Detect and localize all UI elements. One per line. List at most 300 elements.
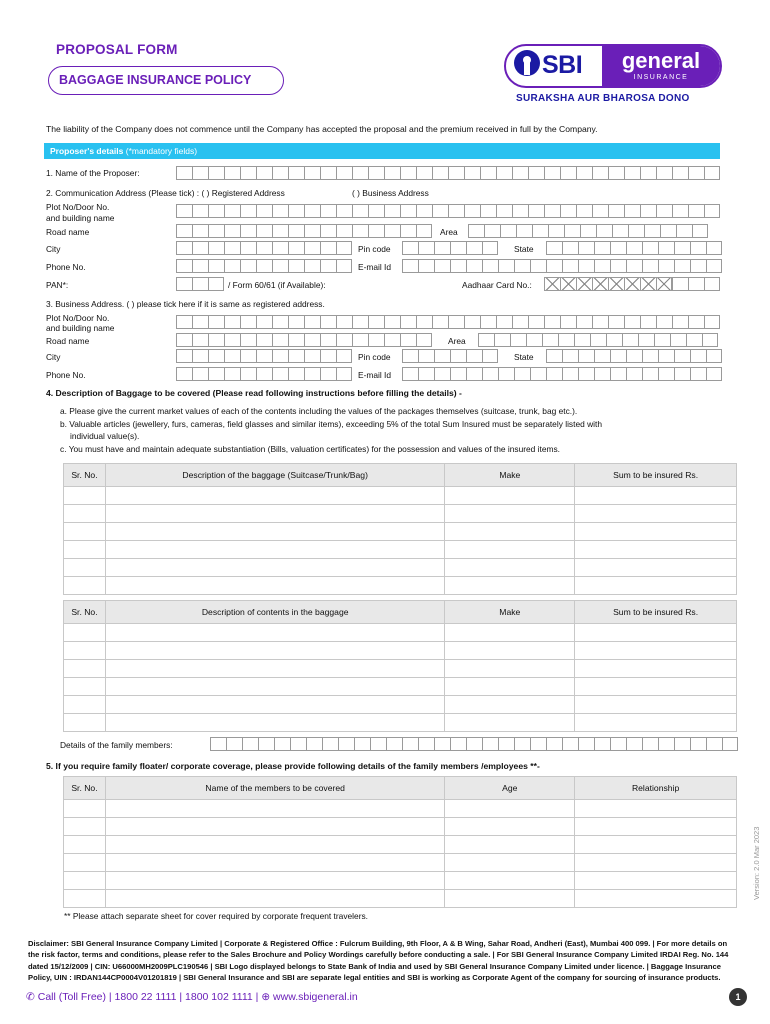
char-box[interactable] <box>272 224 288 238</box>
biz-area-field[interactable] <box>478 333 718 347</box>
business-address-option[interactable]: ( ) Business Address <box>352 188 429 198</box>
table-cell[interactable] <box>445 523 575 541</box>
char-box[interactable] <box>606 333 622 347</box>
char-box[interactable] <box>272 166 288 180</box>
char-box[interactable] <box>272 259 288 273</box>
char-box[interactable] <box>608 166 624 180</box>
table-row[interactable] <box>64 872 737 890</box>
char-box[interactable] <box>368 333 384 347</box>
char-box[interactable] <box>304 204 320 218</box>
char-box[interactable] <box>448 315 464 329</box>
char-box[interactable] <box>576 204 592 218</box>
table-cell[interactable] <box>64 800 106 818</box>
table-cell[interactable] <box>64 872 106 890</box>
char-box[interactable] <box>546 737 562 751</box>
char-box[interactable] <box>496 166 512 180</box>
char-box[interactable] <box>320 204 336 218</box>
table-cell[interactable] <box>575 696 737 714</box>
char-box[interactable] <box>208 333 224 347</box>
char-box[interactable] <box>640 166 656 180</box>
char-box[interactable] <box>626 259 642 273</box>
char-box[interactable] <box>560 315 576 329</box>
char-box[interactable] <box>288 333 304 347</box>
table-cell[interactable] <box>445 678 575 696</box>
char-box[interactable] <box>580 224 596 238</box>
char-box[interactable] <box>578 259 594 273</box>
char-box[interactable] <box>384 166 400 180</box>
table-cell[interactable] <box>575 523 737 541</box>
table-row[interactable] <box>64 505 737 523</box>
char-box[interactable] <box>480 166 496 180</box>
char-box[interactable] <box>272 241 288 255</box>
char-box[interactable] <box>706 367 722 381</box>
char-box[interactable] <box>658 259 674 273</box>
biz-state-field[interactable] <box>546 349 722 363</box>
char-box[interactable] <box>368 315 384 329</box>
char-box[interactable] <box>706 737 722 751</box>
char-box[interactable] <box>432 315 448 329</box>
char-box[interactable] <box>530 259 546 273</box>
char-box[interactable] <box>226 737 242 751</box>
char-box[interactable] <box>368 166 384 180</box>
table-cell[interactable] <box>64 541 106 559</box>
table-cell[interactable] <box>105 872 444 890</box>
char-box[interactable] <box>208 259 224 273</box>
table-cell[interactable] <box>64 660 106 678</box>
char-box[interactable] <box>450 367 466 381</box>
table-cell[interactable] <box>105 559 445 577</box>
char-box[interactable] <box>240 224 256 238</box>
table-cell[interactable] <box>105 660 444 678</box>
char-box[interactable] <box>304 333 320 347</box>
char-box[interactable] <box>608 315 624 329</box>
char-box[interactable] <box>240 204 256 218</box>
char-box[interactable] <box>432 166 448 180</box>
char-box[interactable] <box>610 241 626 255</box>
table-cell[interactable] <box>105 624 444 642</box>
char-box[interactable] <box>640 315 656 329</box>
char-box[interactable] <box>402 241 418 255</box>
char-box[interactable] <box>626 367 642 381</box>
char-box[interactable] <box>400 333 416 347</box>
char-box[interactable] <box>706 259 722 273</box>
table-cell[interactable] <box>445 577 575 595</box>
char-box[interactable] <box>704 166 720 180</box>
char-box[interactable] <box>402 367 418 381</box>
table-cell[interactable] <box>575 836 737 854</box>
char-box[interactable] <box>688 166 704 180</box>
char-box[interactable] <box>498 367 514 381</box>
char-box[interactable] <box>468 224 484 238</box>
char-box[interactable] <box>484 224 500 238</box>
char-box[interactable] <box>386 737 402 751</box>
char-box[interactable] <box>240 333 256 347</box>
table-cell[interactable] <box>575 642 737 660</box>
char-box[interactable] <box>692 224 708 238</box>
table-cell[interactable] <box>64 696 106 714</box>
table-cell[interactable] <box>445 505 575 523</box>
char-box[interactable] <box>418 241 434 255</box>
table-cell[interactable] <box>575 559 737 577</box>
char-box[interactable] <box>256 367 272 381</box>
char-box[interactable] <box>242 737 258 751</box>
char-box[interactable] <box>464 315 480 329</box>
char-box[interactable] <box>336 333 352 347</box>
char-box[interactable] <box>656 315 672 329</box>
table-cell[interactable] <box>575 660 737 678</box>
plot-field[interactable] <box>176 204 720 218</box>
char-box[interactable] <box>192 204 208 218</box>
char-box[interactable] <box>722 737 738 751</box>
char-box[interactable] <box>642 349 658 363</box>
char-box[interactable] <box>544 315 560 329</box>
table-cell[interactable] <box>64 487 106 505</box>
table-row[interactable] <box>64 642 737 660</box>
char-box[interactable] <box>688 204 704 218</box>
char-box[interactable] <box>208 315 224 329</box>
char-box[interactable] <box>574 333 590 347</box>
char-box[interactable] <box>400 204 416 218</box>
char-box[interactable] <box>224 204 240 218</box>
char-box[interactable] <box>416 224 432 238</box>
table-cell[interactable] <box>575 800 737 818</box>
char-box[interactable] <box>658 241 674 255</box>
table-cell[interactable] <box>64 523 106 541</box>
char-box[interactable] <box>624 166 640 180</box>
char-box[interactable] <box>674 367 690 381</box>
char-box[interactable] <box>208 241 224 255</box>
char-box[interactable] <box>288 224 304 238</box>
table-cell[interactable] <box>445 559 575 577</box>
char-box[interactable] <box>288 349 304 363</box>
char-box[interactable] <box>480 204 496 218</box>
table-cell[interactable] <box>105 714 444 732</box>
char-box[interactable] <box>628 224 644 238</box>
char-box[interactable] <box>352 204 368 218</box>
char-box[interactable] <box>690 259 706 273</box>
char-box[interactable] <box>544 204 560 218</box>
table-cell[interactable] <box>445 660 575 678</box>
char-box[interactable] <box>674 259 690 273</box>
table-cell[interactable] <box>64 818 106 836</box>
table-cell[interactable] <box>575 818 737 836</box>
contents-rows[interactable] <box>64 624 737 732</box>
char-box[interactable] <box>176 349 192 363</box>
char-box[interactable] <box>304 315 320 329</box>
char-box[interactable] <box>192 315 208 329</box>
table-cell[interactable] <box>445 800 575 818</box>
char-box[interactable] <box>688 315 704 329</box>
table-row[interactable] <box>64 624 737 642</box>
char-box[interactable] <box>686 333 702 347</box>
char-box[interactable] <box>672 277 688 291</box>
char-box[interactable] <box>498 737 514 751</box>
char-box[interactable] <box>384 315 400 329</box>
char-box[interactable] <box>612 224 628 238</box>
table-cell[interactable] <box>105 541 445 559</box>
char-box[interactable] <box>608 204 624 218</box>
char-box[interactable] <box>418 737 434 751</box>
char-box[interactable] <box>676 224 692 238</box>
table-cell[interactable] <box>575 624 737 642</box>
char-box[interactable] <box>208 367 224 381</box>
char-box[interactable] <box>494 333 510 347</box>
char-box[interactable] <box>192 367 208 381</box>
char-box[interactable] <box>450 349 466 363</box>
char-box[interactable] <box>466 259 482 273</box>
char-box[interactable] <box>320 367 336 381</box>
char-box[interactable] <box>464 166 480 180</box>
char-box[interactable] <box>434 259 450 273</box>
char-box[interactable] <box>192 349 208 363</box>
char-box[interactable] <box>418 367 434 381</box>
char-box[interactable] <box>224 224 240 238</box>
table-row[interactable] <box>64 714 737 732</box>
char-box[interactable] <box>512 166 528 180</box>
biz-email-field[interactable] <box>402 367 722 381</box>
char-box[interactable] <box>400 166 416 180</box>
char-box[interactable] <box>402 737 418 751</box>
char-box[interactable] <box>624 204 640 218</box>
char-box[interactable] <box>610 367 626 381</box>
char-box[interactable] <box>368 204 384 218</box>
char-box[interactable] <box>176 315 192 329</box>
char-box[interactable] <box>610 349 626 363</box>
table-cell[interactable] <box>64 624 106 642</box>
char-box[interactable] <box>210 737 226 751</box>
table-cell[interactable] <box>105 818 444 836</box>
char-box[interactable] <box>660 224 676 238</box>
char-box[interactable] <box>548 224 564 238</box>
char-box[interactable] <box>546 367 562 381</box>
char-box[interactable] <box>176 204 192 218</box>
char-box[interactable] <box>626 349 642 363</box>
char-box[interactable] <box>512 204 528 218</box>
char-box[interactable] <box>690 367 706 381</box>
table-cell[interactable] <box>64 678 106 696</box>
char-box[interactable] <box>224 349 240 363</box>
char-box[interactable] <box>590 333 606 347</box>
char-box[interactable] <box>674 241 690 255</box>
family-members-rows[interactable] <box>64 800 737 908</box>
char-box[interactable] <box>638 333 654 347</box>
table-cell[interactable] <box>575 872 737 890</box>
char-box[interactable] <box>320 224 336 238</box>
char-box[interactable] <box>192 277 208 291</box>
char-box[interactable] <box>432 204 448 218</box>
table-row[interactable] <box>64 541 737 559</box>
table-cell[interactable] <box>575 505 737 523</box>
char-box[interactable] <box>626 241 642 255</box>
char-box[interactable] <box>610 259 626 273</box>
char-box[interactable] <box>482 259 498 273</box>
table-row[interactable] <box>64 559 737 577</box>
char-box[interactable] <box>482 367 498 381</box>
char-box[interactable] <box>642 367 658 381</box>
table-cell[interactable] <box>445 872 575 890</box>
char-box[interactable] <box>256 349 272 363</box>
table-cell[interactable] <box>64 836 106 854</box>
char-box[interactable] <box>434 241 450 255</box>
char-box[interactable] <box>690 737 706 751</box>
char-box[interactable] <box>704 315 720 329</box>
table-cell[interactable] <box>575 890 737 908</box>
char-box[interactable] <box>510 333 526 347</box>
website-link[interactable]: www.sbigeneral.in <box>273 991 358 1003</box>
char-box[interactable] <box>542 333 558 347</box>
char-box[interactable] <box>466 349 482 363</box>
char-box[interactable] <box>402 259 418 273</box>
table-cell[interactable] <box>445 696 575 714</box>
char-box[interactable] <box>562 349 578 363</box>
biz-phone-field[interactable] <box>176 367 352 381</box>
table-cell[interactable] <box>105 487 445 505</box>
table-row[interactable] <box>64 818 737 836</box>
char-box[interactable] <box>482 241 498 255</box>
char-box[interactable] <box>256 166 272 180</box>
char-box[interactable] <box>224 367 240 381</box>
table-cell[interactable] <box>105 854 444 872</box>
char-box[interactable] <box>450 737 466 751</box>
char-box[interactable] <box>176 241 192 255</box>
city-field[interactable] <box>176 241 352 255</box>
char-box[interactable] <box>336 367 352 381</box>
char-box[interactable] <box>562 259 578 273</box>
char-box[interactable] <box>192 259 208 273</box>
char-box[interactable] <box>304 241 320 255</box>
char-box[interactable] <box>384 333 400 347</box>
table-cell[interactable] <box>445 836 575 854</box>
char-box[interactable] <box>240 315 256 329</box>
char-box[interactable] <box>450 259 466 273</box>
char-box[interactable] <box>546 349 562 363</box>
char-box[interactable] <box>674 349 690 363</box>
char-box[interactable] <box>192 333 208 347</box>
char-box[interactable] <box>656 166 672 180</box>
table-row[interactable] <box>64 836 737 854</box>
char-box[interactable] <box>560 204 576 218</box>
char-box[interactable] <box>482 349 498 363</box>
char-box[interactable] <box>578 241 594 255</box>
char-box[interactable] <box>526 333 542 347</box>
char-box[interactable] <box>480 315 496 329</box>
char-box[interactable] <box>704 204 720 218</box>
char-box[interactable] <box>434 349 450 363</box>
char-box[interactable] <box>576 166 592 180</box>
char-box[interactable] <box>466 241 482 255</box>
char-box[interactable] <box>500 224 516 238</box>
char-box[interactable] <box>562 737 578 751</box>
family-details-field[interactable] <box>210 737 738 751</box>
char-box[interactable] <box>578 349 594 363</box>
char-box[interactable] <box>578 737 594 751</box>
char-box[interactable] <box>530 367 546 381</box>
char-box[interactable] <box>482 737 498 751</box>
char-box[interactable] <box>546 241 562 255</box>
char-box[interactable] <box>514 367 530 381</box>
char-box[interactable] <box>592 315 608 329</box>
char-box[interactable] <box>176 224 192 238</box>
char-box[interactable] <box>320 166 336 180</box>
biz-pincode-field[interactable] <box>402 349 498 363</box>
char-box[interactable] <box>256 333 272 347</box>
char-box[interactable] <box>402 349 418 363</box>
char-box[interactable] <box>674 737 690 751</box>
char-box[interactable] <box>288 204 304 218</box>
table-cell[interactable] <box>64 642 106 660</box>
char-box[interactable] <box>224 259 240 273</box>
char-box[interactable] <box>240 367 256 381</box>
char-box[interactable] <box>176 277 192 291</box>
char-box[interactable] <box>304 349 320 363</box>
char-box[interactable] <box>464 204 480 218</box>
table-cell[interactable] <box>105 696 444 714</box>
char-box[interactable] <box>192 241 208 255</box>
char-box[interactable] <box>706 241 722 255</box>
phone-field[interactable] <box>176 259 352 273</box>
char-box[interactable] <box>592 166 608 180</box>
char-box[interactable] <box>336 204 352 218</box>
biz-road-field[interactable] <box>176 333 432 347</box>
char-box[interactable] <box>658 349 674 363</box>
char-box[interactable] <box>528 166 544 180</box>
char-box[interactable] <box>416 166 432 180</box>
char-box[interactable] <box>240 349 256 363</box>
road-field[interactable] <box>176 224 432 238</box>
char-box[interactable] <box>336 241 352 255</box>
char-box[interactable] <box>594 259 610 273</box>
char-box[interactable] <box>688 277 704 291</box>
char-box[interactable] <box>658 367 674 381</box>
char-box[interactable] <box>530 737 546 751</box>
char-box[interactable] <box>338 737 354 751</box>
table-cell[interactable] <box>105 800 444 818</box>
char-box[interactable] <box>562 241 578 255</box>
char-box[interactable] <box>320 315 336 329</box>
table-cell[interactable] <box>445 714 575 732</box>
char-box[interactable] <box>656 204 672 218</box>
table-row[interactable] <box>64 696 737 714</box>
table-cell[interactable] <box>105 577 445 595</box>
char-box[interactable] <box>208 166 224 180</box>
char-box[interactable] <box>272 315 288 329</box>
table-cell[interactable] <box>575 577 737 595</box>
char-box[interactable] <box>514 259 530 273</box>
char-box[interactable] <box>224 333 240 347</box>
char-box[interactable] <box>642 737 658 751</box>
char-box[interactable] <box>594 241 610 255</box>
table-cell[interactable] <box>105 505 445 523</box>
char-box[interactable] <box>352 166 368 180</box>
char-box[interactable] <box>704 277 720 291</box>
table-cell[interactable] <box>445 818 575 836</box>
table-cell[interactable] <box>64 505 106 523</box>
table-cell[interactable] <box>575 854 737 872</box>
table-row[interactable] <box>64 487 737 505</box>
char-box[interactable] <box>642 241 658 255</box>
char-box[interactable] <box>304 259 320 273</box>
char-box[interactable] <box>544 166 560 180</box>
char-box[interactable] <box>496 204 512 218</box>
char-box[interactable] <box>418 349 434 363</box>
email-field[interactable] <box>402 259 722 273</box>
char-box[interactable] <box>576 315 592 329</box>
char-box[interactable] <box>706 349 722 363</box>
char-box[interactable] <box>272 367 288 381</box>
char-box[interactable] <box>272 349 288 363</box>
char-box[interactable] <box>670 333 686 347</box>
char-box[interactable] <box>192 166 208 180</box>
